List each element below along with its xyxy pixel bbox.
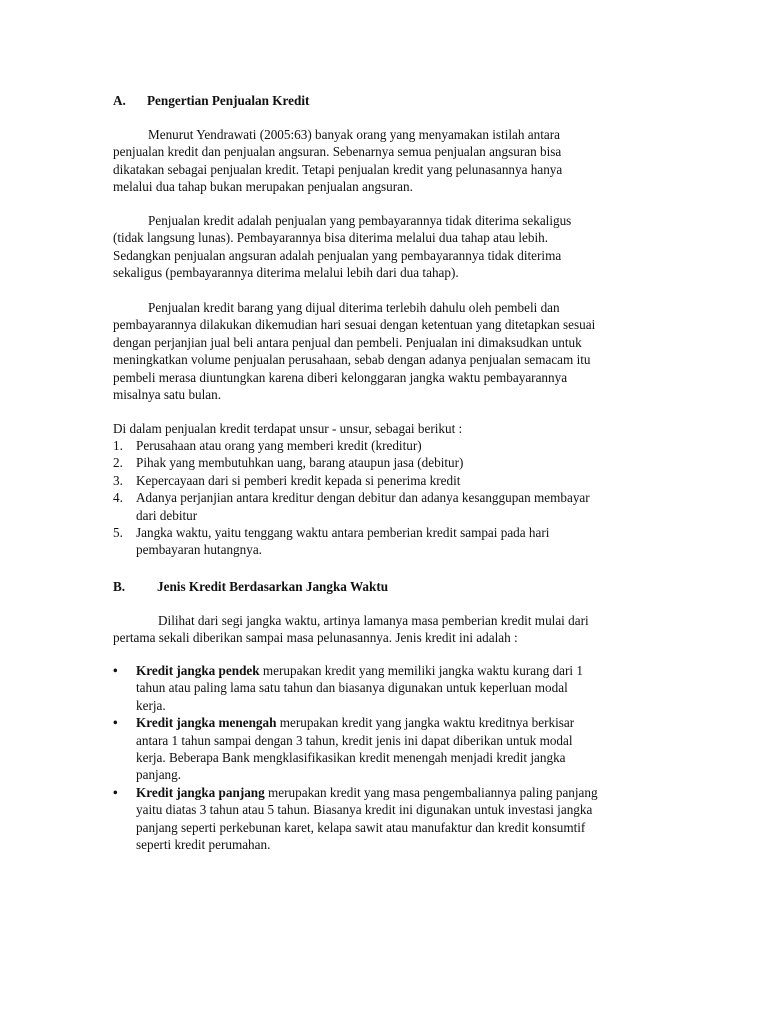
paragraph-line: Menurut Yendrawati (2005:63) banyak orang yang menyamakan istilah antara <box>148 127 560 142</box>
list-item <box>113 524 673 559</box>
list-item-text: Kepercayaan dari si pemberi kredit kepada si penerima kredit <box>136 472 461 488</box>
bullet-text: merupakan kredit yang jangka waktu kreditnya berkisar <box>276 715 575 731</box>
list-number: 1. <box>113 438 123 453</box>
unsur-list <box>113 437 673 559</box>
paragraph-line: meningkatkan volume penjualan perusahaan, sebab dengan adanya penjualan semacam itu <box>113 352 591 368</box>
bullet-item <box>113 784 673 854</box>
bullet-text: panjang. <box>136 767 182 783</box>
bullet-first-line <box>136 784 673 801</box>
paragraph-2 <box>113 212 658 282</box>
list-item-text: Adanya perjanjian antara kreditur dengan debitur dan adanya kesanggupan membayar <box>136 490 590 506</box>
bullet-text: antara 1 tahun sampai dengan 3 tahun, kredit jenis ini dapat diberikan untuk modal <box>136 732 573 748</box>
paragraph-line: pembayarannya dilakukan dikemudian hari sesuai dengan ketentuan yang ditetapkan sesuai <box>113 317 596 333</box>
paragraph-line: dengan perjanjian jual beli antara penjual dan pembeli. Penjualan ini dimaksudkan untuk <box>113 334 582 350</box>
list-item <box>113 454 673 471</box>
paragraph-line: dikatakan sebagai penjualan kredit. Tetapi penjualan kredit yang pelunasannya hanya <box>113 161 563 177</box>
bullet-first-line <box>136 714 673 731</box>
paragraph-line: Penjualan kredit adalah penjualan yang pembayarannya tidak diterima sekaligus <box>148 213 572 228</box>
paragraph-line: (tidak langsung lunas). Pembayarannya bisa diterima melalui dua tahap atau lebih. <box>113 230 549 246</box>
list-item-text: dari debitur <box>136 507 198 523</box>
list-item <box>113 437 673 454</box>
list-number: 2. <box>113 455 123 471</box>
bullet-text: kerja. <box>136 697 166 713</box>
paragraph-4 <box>113 612 658 647</box>
section-b-title: Jenis Kredit Berdasarkan Jangka Waktu <box>157 579 389 594</box>
bullet-term: Kredit jangka pendek <box>136 663 260 678</box>
paragraph-line: sekaligus (pembayarannya diterima melalui lebih dari dua tahap). <box>113 265 459 281</box>
paragraph-line: penjualan kredit dan penjualan angsuran. Sebenarnya semua penjualan angsuran bisa <box>113 144 562 160</box>
list-item-text: Perusahaan atau orang yang memberi kredit (kreditur) <box>136 438 422 453</box>
paragraph-line: melalui dua tahap bukan merupakan penjualan angsuran. <box>113 179 413 195</box>
section-a-label: A. <box>113 93 126 108</box>
bullet-item <box>113 714 673 784</box>
paragraph-1 <box>113 126 658 196</box>
paragraph-line: pembeli merasa diuntungkan karena diberi kelonggaran jangka waktu pembayarannya <box>113 369 568 385</box>
paragraph-line: pertama sekali diberikan sampai masa pelunasannya. Jenis kredit ini adalah : <box>113 630 518 646</box>
section-a-heading <box>113 92 309 109</box>
bullet-text: merupakan kredit yang memiliki jangka waktu kurang dari 1 <box>259 663 583 678</box>
bullet-text: seperti kredit perumahan. <box>136 837 271 853</box>
list-item-text: Pihak yang membutuhkan uang, barang ataupun jasa (debitur) <box>136 455 464 471</box>
list-number: 5. <box>113 525 123 541</box>
bullet-item <box>113 662 673 714</box>
bullet-text: tahun atau paling lama satu tahun dan biasanya digunakan untuk keperluan modal <box>136 680 568 696</box>
bullet-text: merupakan kredit yang masa pengembaliannya paling panjang <box>264 784 598 800</box>
list-item-text: pembayaran hutangnya. <box>136 542 262 558</box>
bullet-text: kerja. Beberapa Bank mengklasifikasikan kredit menengah menjadi kredit jangka <box>136 750 566 766</box>
paragraph-3 <box>113 299 658 403</box>
bullet-icon: • <box>113 784 118 800</box>
jenis-kredit-list <box>113 662 673 853</box>
paragraph-line: Dilihat dari segi jangka waktu, artinya lamanya masa pemberian kredit mulai dari <box>158 613 589 628</box>
bullet-text: panjang seperti perkebunan karet, kelapa sawit atau manufaktur dan kredit konsumtif <box>136 819 586 835</box>
list-item <box>113 472 673 489</box>
list-item <box>113 489 673 524</box>
bullet-icon: • <box>113 715 118 731</box>
paragraph-line: misalnya satu bulan. <box>113 387 222 403</box>
bullet-first-line <box>136 662 673 679</box>
section-b-heading <box>113 578 388 595</box>
bullet-term: Kredit jangka menengah <box>136 715 277 731</box>
bullet-term: Kredit jangka panjang <box>136 784 265 800</box>
list-number: 4. <box>113 490 123 506</box>
paragraph-line: Penjualan kredit barang yang dijual diterima terlebih dahulu oleh pembeli dan <box>148 300 560 315</box>
list-intro <box>113 420 658 437</box>
bullet-icon: • <box>113 663 118 678</box>
bullet-text: yaitu diatas 3 tahun atau 5 tahun. Biasanya kredit ini digunakan untuk investasi jangka <box>136 802 593 818</box>
section-a-title: Pengertian Penjualan Kredit <box>147 93 310 108</box>
list-intro-text: Di dalam penjualan kredit terdapat unsur - unsur, sebagai berikut : <box>113 421 463 436</box>
section-b-label: B. <box>113 579 126 594</box>
list-item-text: Jangka waktu, yaitu tenggang waktu antara pemberian kredit sampai pada hari <box>136 525 550 541</box>
list-number: 3. <box>113 472 123 488</box>
paragraph-line: Sedangkan penjualan angsuran adalah penjualan yang pembayarannya tidak diterima <box>113 247 562 263</box>
